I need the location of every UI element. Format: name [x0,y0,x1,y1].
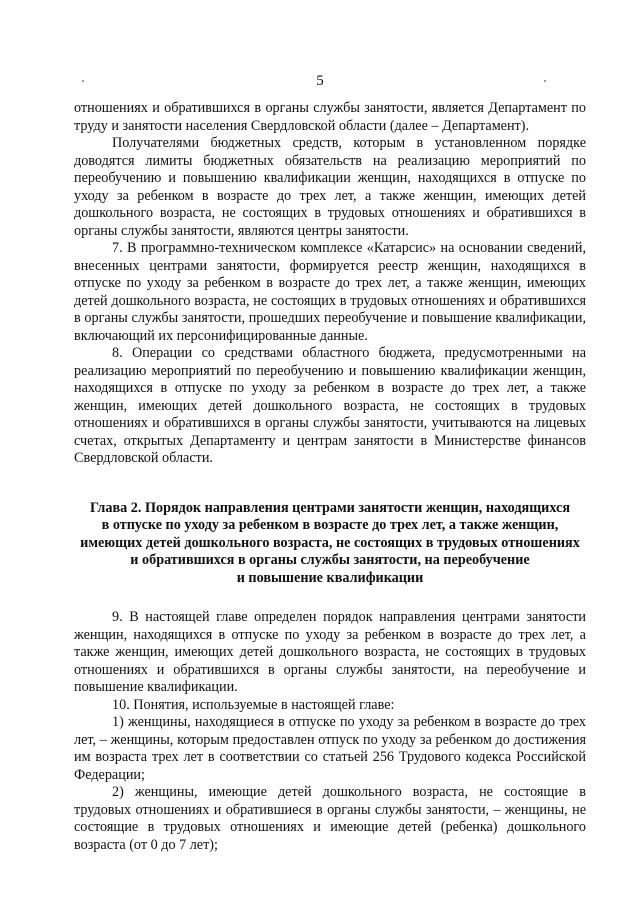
list-item-2: 2) женщины, имеющие детей дошкольного возраста, не состоящие в трудовых отношениях и обратившиеся в органы службы занятости, – женщины, не состоящие в трудовых отношениях и имеющие детей (ребенка) дошкольного возраста (от 0 до 7 лет); [74,784,586,853]
paragraph-10: 10. Понятия, используемые в настоящей главе: [112,696,395,713]
chapter-heading-line: в отпуске по уходу за ребенком в возрасте до трех лет, а также женщин, [101,517,559,533]
page-number: 5 [316,73,324,89]
document-body [74,100,586,854]
paragraph-7: 7. В программно-техническом комплексе «Катарсис» на основании сведений, внесенных центрами занятости, формируется реестр женщин, находящихся в отпуске по уходу за ребенком в возрасте до трех лет, а также женщин, имеющих детей дошкольного возраста, не состоящих в трудовых отношениях и обратившихся в органы службы занятости, прошедших переобучение и повышение квалификации, включающий их персонифицированные данные. [74,240,586,344]
chapter-heading-line: и повышение квалификации [236,569,424,586]
paragraph-8: 8. Операции со средствами областного бюджета, предусмотренными на реализацию мероприятий по переобучению и повышению квалификации женщин, находящихся в отпуске по уходу за ребенком в возрасте до трех лет, а также женщин, имеющих детей дошкольного возраста, не состоящих в трудовых отношениях и обратившихся в органы службы занятости, учитываются на лицевых счетах, открытых Департаменту и центрам занятости в Министерстве финансов Свердловской области. [74,345,586,466]
list-item-1: 1) женщины, находящиеся в отпуске по уходу за ребенком в возрасте до трех лет, – женщины, которым предоставлен отпуск по уходу за ребенком до достижения им возраста трех лет в соответствии со статьей 256 Трудового кодекса Российской Федерации; [74,714,586,783]
chapter-heading-line: имеющих детей дошкольного возраста, не состоящих в трудовых отношениях [80,534,580,551]
scan-artifact-dot [82,80,84,82]
paragraph-9: 9. В настоящей главе определен порядок направления центрами занятости женщин, находящихся в отпуске по уходу за ребенком в возрасте до трех лет, а также женщин, имеющих детей дошкольного возраста, не состоящих в трудовых отношениях и обратившихся в органы службы занятости, на переобучение и повышение квалификации. [74,609,586,695]
paragraph-budget-recipients: Получателями бюджетных средств, которым в установленном порядке доводятся лимиты бюджетных обязательств на реализацию мероприятий по переобучению и повышению квалификации женщин, находящихся в отпуске по уходу за ребенком в возрасте до трех лет, а также женщин, имеющих детей дошкольного возраста, не состоящих в трудовых отношениях и обратившихся в органы службы занятости, являются центры занятости. [74,135,586,239]
scan-artifact-dot [544,80,546,82]
chapter-heading [74,500,586,588]
chapter-heading-line: и обратившихся в органы службы занятости, на переобучение [130,552,530,568]
chapter-heading-line: Глава 2. Порядок направления центрами занятости женщин, находящихся [89,499,571,516]
paragraph-continuation: отношениях и обратившихся в органы службы занятости, является Департамент по труду и занятости населения Свердловской области (далее – Департамент). [74,100,586,134]
